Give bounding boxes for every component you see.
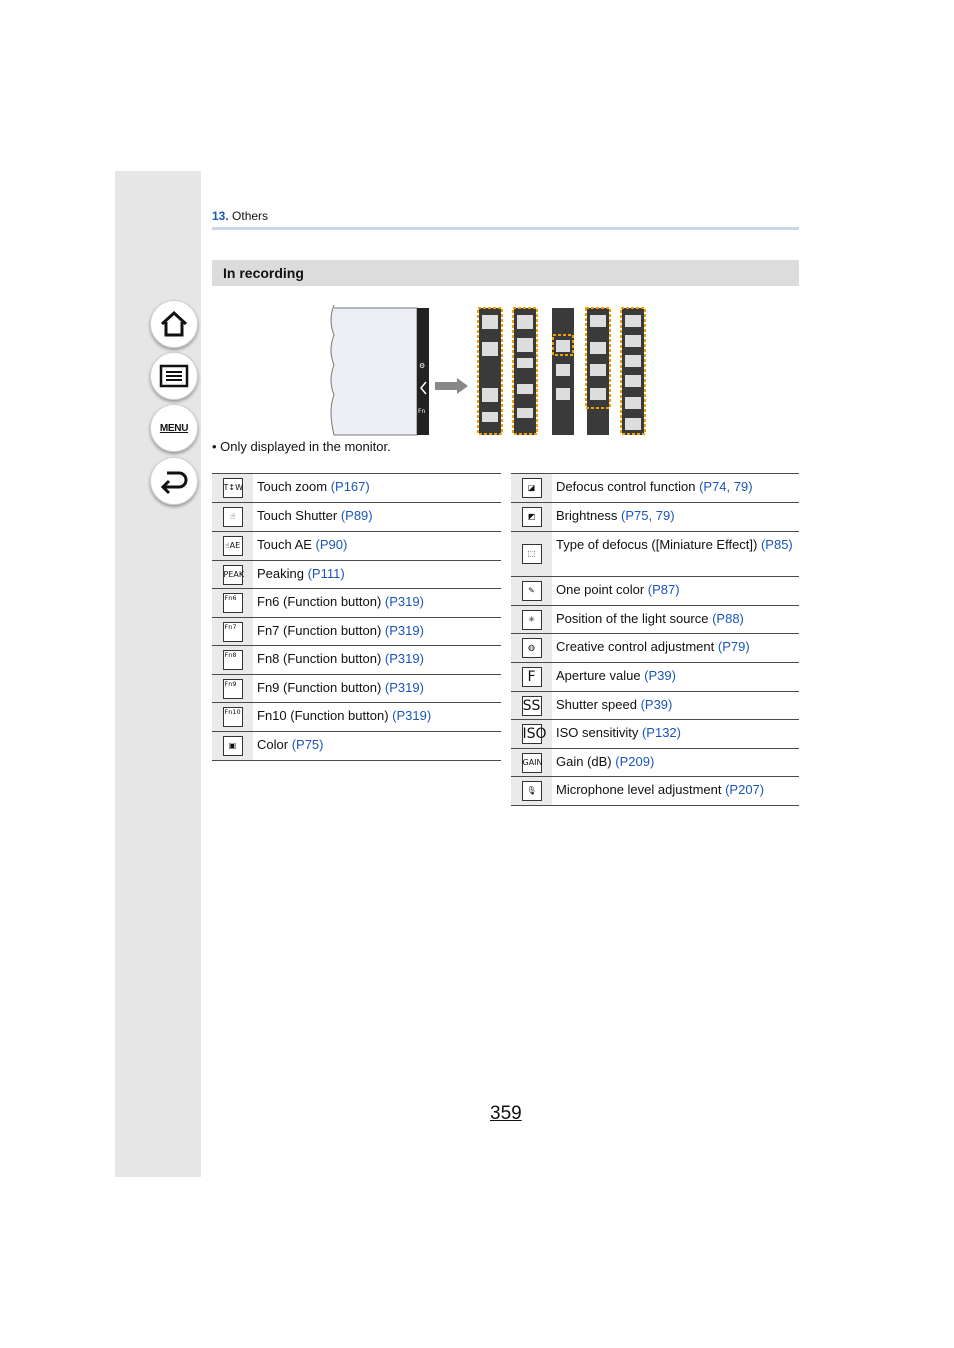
- icon-cell: [212, 532, 253, 561]
- left-function-table: [212, 473, 501, 761]
- function-description: [253, 503, 501, 532]
- table-row: [212, 589, 501, 618]
- icon-cell: [511, 634, 552, 663]
- back-icon: [159, 468, 189, 494]
- icon-cell: [511, 720, 552, 749]
- peaking-icon: PEAK: [223, 565, 243, 585]
- page-reference-link[interactable]: (P319): [384, 623, 424, 638]
- table-row: [511, 532, 799, 577]
- tab-strip-5: [621, 308, 645, 435]
- icon-cell: [212, 675, 253, 703]
- miniature-defocus-icon: ⬚: [522, 544, 542, 564]
- icon-cell: [212, 474, 253, 503]
- icon-cell: [511, 503, 552, 532]
- page-reference-link[interactable]: (P90): [315, 537, 348, 552]
- page-reference-link[interactable]: (P167): [330, 479, 370, 494]
- function-label: ISO sensitivity: [556, 725, 642, 740]
- table-row: [212, 732, 501, 761]
- page-reference-link[interactable]: (P209): [615, 754, 655, 769]
- chapter-title: Others: [232, 209, 269, 223]
- function-description: [552, 720, 799, 749]
- page-reference-link[interactable]: (P319): [384, 651, 424, 666]
- svg-text:⚙: ⚙: [419, 362, 426, 370]
- home-button[interactable]: [150, 300, 198, 348]
- icon-cell: [511, 474, 552, 503]
- function-description: [253, 675, 501, 703]
- header-divider: [212, 227, 799, 230]
- icon-cell: [212, 646, 253, 675]
- back-button[interactable]: [150, 457, 198, 505]
- function-label: Type of defocus ([Miniature Effect]): [556, 537, 761, 552]
- function-label: Position of the light source: [556, 611, 713, 626]
- table-row: [212, 474, 501, 503]
- function-label: Defocus control function: [556, 479, 700, 494]
- function-label: Fn9 (Function button): [257, 680, 385, 695]
- creative-control-icon: ◍: [522, 638, 542, 658]
- page-reference-link[interactable]: (P79): [717, 639, 750, 654]
- icon-cell: [511, 577, 552, 606]
- function-description: [552, 474, 799, 503]
- contents-button[interactable]: [150, 352, 198, 400]
- table-row: [212, 675, 501, 703]
- function-description: [552, 577, 799, 606]
- table-row: [511, 749, 799, 777]
- icon-cell: [511, 606, 552, 634]
- table-row: [511, 634, 799, 663]
- contents-list-icon: [159, 364, 189, 388]
- function-label: One point color: [556, 582, 648, 597]
- page-number: 359: [490, 1103, 522, 1124]
- table-row: [212, 646, 501, 675]
- function-description: [253, 646, 501, 675]
- function-description: [552, 749, 799, 777]
- function-description: [253, 618, 501, 646]
- fn6-icon: Fn6: [223, 593, 243, 613]
- microphone-icon: 🎙: [522, 781, 542, 801]
- table-row: [511, 606, 799, 634]
- page-reference-link[interactable]: (P319): [392, 708, 432, 723]
- function-description: [552, 777, 799, 806]
- fn10-icon: Fn10: [223, 707, 243, 727]
- right-function-table: [511, 473, 799, 806]
- page-reference-link[interactable]: (P111): [307, 566, 345, 581]
- icon-cell: [511, 777, 552, 806]
- fn8-icon: Fn8: [223, 650, 243, 670]
- page-reference-link[interactable]: (P74, 79): [699, 479, 753, 494]
- touch-ae-icon: ☝AE: [223, 536, 243, 556]
- icon-cell: [212, 561, 253, 589]
- breadcrumb: [212, 209, 268, 223]
- light-source-icon: ✳: [522, 610, 542, 630]
- page-reference-link[interactable]: (P88): [712, 611, 744, 626]
- aperture-icon: F: [522, 667, 542, 687]
- function-description: [552, 692, 799, 720]
- page-reference-link[interactable]: (P75, 79): [621, 508, 675, 523]
- page-reference-link[interactable]: (P319): [384, 680, 424, 695]
- table-row: [212, 703, 501, 732]
- page-reference-link[interactable]: (P319): [384, 594, 424, 609]
- menu-button[interactable]: [150, 404, 198, 452]
- function-label: Shutter speed: [556, 697, 641, 712]
- table-row: [511, 777, 799, 806]
- function-description: [253, 589, 501, 618]
- page-reference-link[interactable]: (P89): [340, 508, 373, 523]
- function-description: [552, 634, 799, 663]
- home-icon: [159, 310, 189, 338]
- chapter-number[interactable]: 13.: [212, 209, 229, 223]
- iso-icon: ISO: [522, 726, 547, 742]
- page-reference-link[interactable]: (P132): [641, 725, 681, 740]
- function-label: Fn8 (Function button): [257, 651, 385, 666]
- function-label: Microphone level adjustment: [556, 782, 726, 797]
- table-row: [511, 474, 799, 503]
- function-description: [253, 561, 501, 589]
- gain-icon: GAIN: [522, 753, 542, 773]
- table-row: [511, 503, 799, 532]
- function-label: Fn10 (Function button): [257, 708, 393, 723]
- fn7-icon: Fn7: [223, 622, 243, 642]
- table-row: [212, 532, 501, 561]
- table-row: [212, 561, 501, 589]
- function-description: [552, 606, 799, 634]
- function-label: Brightness: [556, 508, 622, 523]
- touch-shutter-icon: ☝: [223, 507, 243, 527]
- function-label: Touch AE: [257, 537, 316, 552]
- function-label: Aperture value: [556, 668, 645, 683]
- function-label: Fn6 (Function button): [257, 594, 385, 609]
- table-row: [511, 663, 799, 692]
- table-row: [212, 618, 501, 646]
- svg-text:Fn: Fn: [418, 408, 426, 415]
- page-reference-link[interactable]: (P85): [760, 537, 793, 552]
- function-label: Touch Shutter: [257, 508, 341, 523]
- icon-cell: [212, 732, 253, 761]
- monitor-note: • Only displayed in the monitor.: [212, 439, 391, 454]
- icon-cell: [511, 663, 552, 692]
- touch-tab-diagram: [322, 300, 657, 440]
- function-description: [552, 663, 799, 692]
- tab-strip-1: [478, 308, 502, 435]
- tab-strip-2: [513, 308, 537, 435]
- function-label: Fn7 (Function button): [257, 623, 385, 638]
- page-reference-link[interactable]: (P87): [647, 582, 680, 597]
- icon-cell: [511, 532, 552, 577]
- tab-strip-3: [552, 308, 574, 435]
- table-row: [511, 720, 799, 749]
- one-point-color-icon: ✎: [522, 581, 542, 601]
- touch-zoom-icon: T↕W: [223, 478, 243, 498]
- section-heading: In recording: [212, 260, 799, 286]
- page-reference-link[interactable]: (P75): [291, 737, 324, 752]
- function-label: Gain (dB): [556, 754, 616, 769]
- function-label: Touch zoom: [257, 479, 331, 494]
- table-row: [511, 577, 799, 606]
- icon-cell: [212, 703, 253, 732]
- function-label: Creative control adjustment: [556, 639, 718, 654]
- page-reference-link[interactable]: (P207): [725, 782, 765, 797]
- defocus-control-icon: ◪: [522, 478, 542, 498]
- page-reference-link[interactable]: (P39): [644, 668, 676, 683]
- function-description: [552, 503, 799, 532]
- function-label: Peaking: [257, 566, 308, 581]
- color-icon: ▣: [223, 736, 243, 756]
- fn9-icon: Fn9: [223, 679, 243, 699]
- function-description: [552, 532, 799, 577]
- icon-cell: [511, 692, 552, 720]
- tab-strip-4: [586, 308, 610, 435]
- menu-icon: MENU: [159, 422, 189, 434]
- function-description: [253, 703, 501, 732]
- function-description: [253, 532, 501, 561]
- shutter-speed-icon: SS: [522, 697, 541, 714]
- function-description: [253, 474, 501, 503]
- icon-cell: [212, 589, 253, 618]
- table-row: [212, 503, 501, 532]
- function-description: [253, 732, 501, 761]
- icon-cell: [212, 503, 253, 532]
- table-row: [511, 692, 799, 720]
- brightness-icon: ◩: [522, 507, 542, 527]
- icon-cell: [511, 749, 552, 777]
- page-reference-link[interactable]: (P39): [640, 697, 673, 712]
- icon-cell: [212, 618, 253, 646]
- function-label: Color: [257, 737, 292, 752]
